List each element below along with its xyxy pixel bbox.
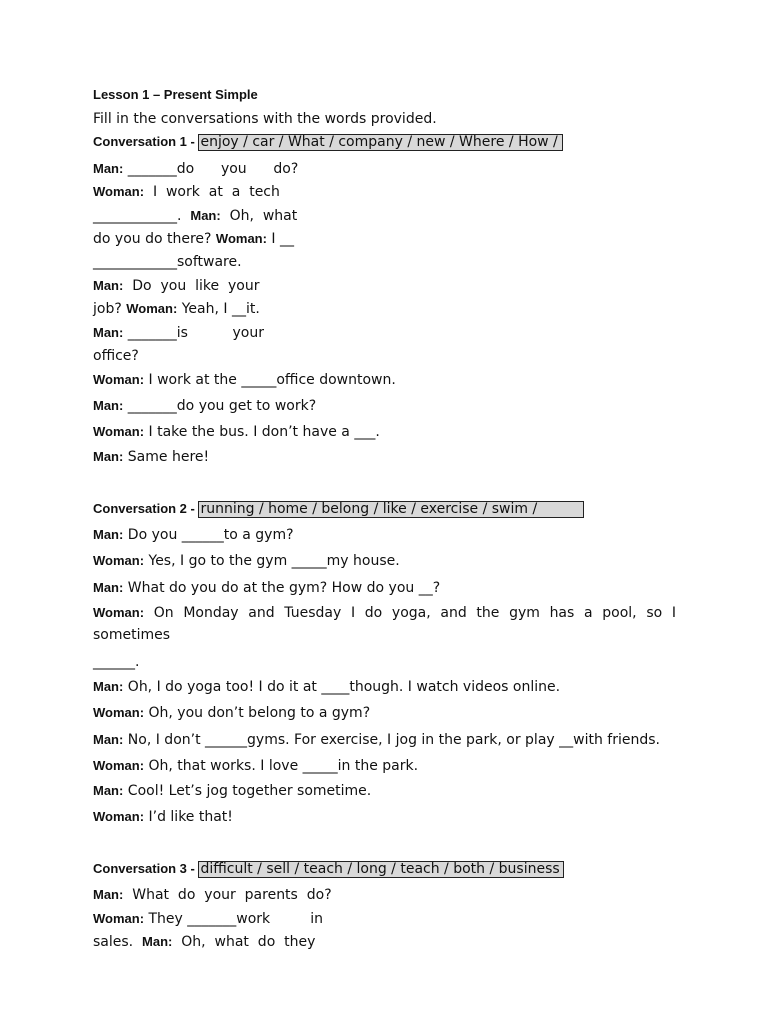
speaker: Woman: <box>93 809 145 824</box>
speaker: Woman: <box>93 553 145 568</box>
dialogue-text: They _______work in <box>144 911 323 927</box>
c2-line-9 <box>93 757 418 775</box>
dialogue-text: Cool! Let’s jog together sometime. <box>123 783 372 799</box>
dialogue-text: On Monday and Tuesday I do yoga, and the gym has a pool, so I sometimes <box>93 605 676 643</box>
c1-line-8 <box>93 324 264 342</box>
speaker: Woman: <box>215 231 267 246</box>
dialogue-text: Oh, what do they <box>172 934 316 950</box>
c2-line-2 <box>93 552 400 570</box>
speaker: Man: <box>93 580 124 595</box>
c1-line-5 <box>93 253 242 271</box>
dialogue-text: _______is your <box>123 325 264 341</box>
speaker: Woman: <box>93 705 145 720</box>
c1-line-7 <box>93 300 260 318</box>
dialogue-text: Yes, I go to the gym _____my house. <box>144 553 400 569</box>
dialogue-text: do you do there? <box>93 231 216 247</box>
conversation-3-label: Conversation 3 - <box>93 861 199 876</box>
conversation-1-label: Conversation 1 - <box>93 134 199 149</box>
c1-line-2 <box>93 183 280 201</box>
dialogue-text: I work at a tech <box>144 184 280 200</box>
c1-line-6 <box>93 277 260 295</box>
speaker: Man: <box>93 679 124 694</box>
conversation-1-word-box: enjoy / car / What / company / new / Where / How / <box>198 134 563 151</box>
dialogue-text: sales. <box>93 934 143 950</box>
speaker: Man: <box>93 783 124 798</box>
dialogue-text: Yeah, I __it. <box>177 301 260 317</box>
speaker: Man: <box>190 208 221 223</box>
instructions: Fill in the conversations with the words provided. <box>93 111 437 127</box>
conversation-2-header <box>93 500 584 518</box>
conversation-1-header <box>93 133 563 151</box>
c1-line-10 <box>93 371 396 389</box>
speaker: Man: <box>93 325 124 340</box>
dialogue-text: Oh, that works. I love _____in the park. <box>144 758 419 774</box>
dialogue-text: I work at the _____office downtown. <box>144 372 396 388</box>
speaker: Man: <box>93 161 124 176</box>
dialogue-text: Oh, you don’t belong to a gym? <box>144 705 371 721</box>
c1-line-13 <box>93 448 209 466</box>
dialogue-text: I’d like that! <box>144 809 233 825</box>
dialogue-text: Oh, I do yoga too! I do it at ____though. I watch videos online. <box>123 679 561 695</box>
c2-line-5 <box>93 653 139 671</box>
dialogue-text: Oh, what <box>220 208 298 224</box>
c2-line-4 <box>93 602 676 646</box>
lesson-title: Lesson 1 – Present Simple <box>93 87 258 102</box>
conversation-2-word-box: running / home / belong / like / exercise / swim / <box>198 501 584 518</box>
dialogue-text: No, I don’t ______gyms. For exercise, I jog in the park, or play __with friends. <box>123 732 660 748</box>
c1-line-9 <box>93 347 139 365</box>
c1-line-12 <box>93 423 380 441</box>
speaker: Woman: <box>93 184 145 199</box>
speaker: Man: <box>93 449 124 464</box>
dialogue-text: I take the bus. I don’t have a ___. <box>144 424 380 440</box>
conversation-2-label: Conversation 2 - <box>93 501 199 516</box>
c2-line-7 <box>93 704 370 722</box>
c2-line-11 <box>93 808 233 826</box>
speaker: Man: <box>93 398 124 413</box>
dialogue-text: Do you ______to a gym? <box>123 527 294 543</box>
speaker: Woman: <box>93 424 145 439</box>
speaker: Woman: <box>93 605 145 620</box>
dialogue-text: Same here! <box>123 449 210 465</box>
dialogue-text: ____________software. <box>93 254 242 270</box>
conversation-3-word-box: difficult / sell / teach / long / teach / both / business <box>198 861 564 878</box>
c1-line-11 <box>93 397 316 415</box>
speaker: Man: <box>93 527 124 542</box>
speaker: Woman: <box>93 758 145 773</box>
speaker: Woman: <box>93 372 145 387</box>
c2-line-10 <box>93 782 371 800</box>
speaker: Woman: <box>93 911 145 926</box>
c1-line-1 <box>93 160 298 178</box>
dialogue-text: _______do you do? <box>123 161 299 177</box>
speaker: Man: <box>93 887 124 902</box>
dialogue-text: I __ <box>266 231 294 247</box>
speaker: Man: <box>93 278 124 293</box>
c3-line-1 <box>93 886 332 904</box>
dialogue-text: job? <box>93 301 127 317</box>
conversation-3-header <box>93 860 564 878</box>
speaker: Woman: <box>126 301 178 316</box>
dialogue-text: _______do you get to work? <box>123 398 317 414</box>
c2-line-1 <box>93 526 294 544</box>
c3-line-3 <box>93 933 315 951</box>
dialogue-text: What do you do at the gym? How do you __? <box>123 580 441 596</box>
c2-line-3 <box>93 579 440 597</box>
c1-line-4 <box>93 230 294 248</box>
c3-line-2 <box>93 910 323 928</box>
speaker: Man: <box>93 732 124 747</box>
dialogue-text: Do you like your <box>123 278 260 294</box>
dialogue-text: What do your parents do? <box>123 887 332 903</box>
dialogue-text: ______. <box>93 654 140 670</box>
speaker: Man: <box>142 934 173 949</box>
dialogue-text: office? <box>93 348 139 364</box>
c1-line-3 <box>93 207 297 225</box>
c2-line-8 <box>93 731 660 749</box>
dialogue-text: ____________. <box>93 208 191 224</box>
c2-line-6 <box>93 678 560 696</box>
